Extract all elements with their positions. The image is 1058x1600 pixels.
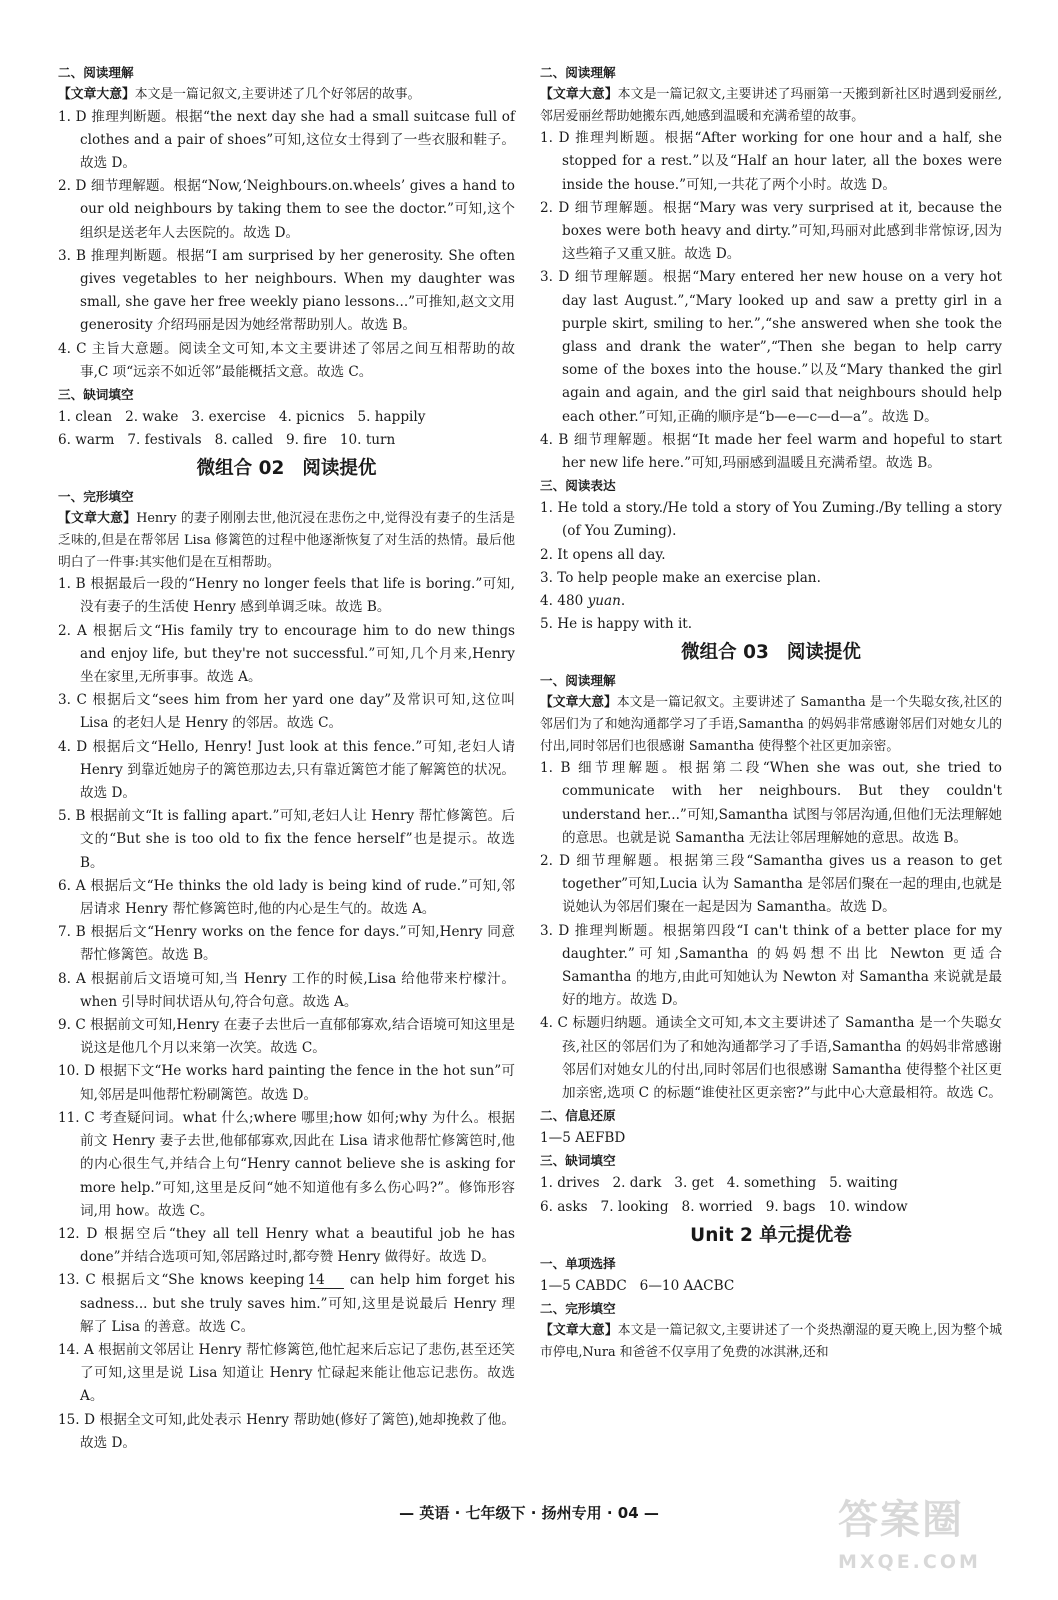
answer-item: 2. D 细节理解题。根据第三段“Samantha gives us a reason to get together”可知,Lucia 认为 Samantha 是邻居们聚在一起的理由,也就是说她认为邻居们聚在一起是因为 Samantha。故选 D。 bbox=[540, 853, 1002, 916]
article-summary: 【文章大意】本文是一篇记叙文,主要讲述了玛丽第一天搬到新社区时遇到爱丽丝,邻居爱丽丝帮助她搬东西,她感到温暖和充满希望的故事。 bbox=[540, 87, 1003, 124]
answer-item: 10. D 根据下文“He works hard painting the fence in the hot sun”可知,邻居是叫他帮忙粉刷篱笆。故选 D。 bbox=[58, 1063, 515, 1103]
right-column bbox=[540, 62, 1002, 1363]
article-summary: 【文章大意】本文是一篇记叙文,主要讲述了一个炎热潮湿的夏天晚上,因为整个城市停电,Nura 和爸爸不仅享用了免费的冰淇淋,还和 bbox=[540, 1323, 1003, 1360]
answer-item: 1. B 根据最后一段的“Henry no longer feels that life is boring.”可知,没有妻子的生活使 Henry 感到单调乏味。故选 B。 bbox=[58, 576, 515, 616]
section-heading: 二、完形填空 bbox=[540, 1301, 616, 1317]
word-answers: 1. drives 2. dark 3. get 4. something 5. waiting bbox=[540, 1175, 898, 1192]
answer-item: 15. D 根据全文可知,此处表示 Henry 帮助她(修好了篱笆),她却挽救了他。故选 D。 bbox=[58, 1411, 515, 1451]
answer-item: 14. A 根据前文邻居让 Henry 帮忙修篱笆,他忙起来后忘记了悲伤,甚至还笑了可知,这里是说 Lisa 知道让 Henry 忙碌起来能让他忘记悲伤。故选 A。 bbox=[58, 1341, 515, 1405]
article-summary: 【文章大意】本文是一篇记叙文,主要讲述了几个好邻居的故事。 bbox=[58, 87, 421, 102]
page-footer: — 英语 · 七年级下 · 扬州专用 · 04 — bbox=[399, 1504, 659, 1522]
answer-item: 2. D 细节理解题。根据“Now,‘Neighbours.on.wheels’ gives a hand to our old neighbours by taking them to see the doctor.”可知,这个组织是送老年人去医院的。故选 D。 bbox=[58, 178, 515, 241]
section-heading: 二、信息还原 bbox=[540, 1108, 616, 1124]
answer-item: 4. B 细节理解题。根据“It made her feel warm and hopeful to start her new life here.”可知,玛丽感到温暖且充满希望。故选 B。 bbox=[540, 431, 1002, 472]
section-heading: 一、阅读理解 bbox=[540, 673, 616, 689]
section-heading: 三、阅读表达 bbox=[540, 478, 616, 494]
word-answers: 6. warm 7. festivals 8. called 9. fire 10. turn bbox=[58, 432, 396, 449]
word-answers: 6. asks 7. looking 8. worried 9. bags 10. window bbox=[540, 1198, 908, 1215]
answer-item: 1. He told a story./He told a story of You Zuming./By telling a story (of You Zuming). bbox=[540, 500, 1002, 540]
blank-number: 14 bbox=[310, 1272, 344, 1289]
answer-item: 1. B 细节理解题。根据第二段“When she was out, she tried to communicate with her neighbours. But they couldn't understand her...”可知,Samantha 试图与邻居沟通,但他们无法理解她的意思。也就是说 Samantha 无法让邻居理解她的意思。故选 B。 bbox=[540, 760, 1002, 846]
answer-item: 3. D 推理判断题。根据第四段“I can't think of a better place for my daughter.”可知,Samantha 的妈妈想不出比 Newton 更适合 Samantha 的地方,由此可知她认为 Newton 对 Samantha 来说就是最好的地方。故选 D。 bbox=[540, 922, 1002, 1009]
answer-item: 6. A 根据后文“He thinks the old lady is being kind of rude.”可知,邻居请求 Henry 帮忙修篱笆时,他的内心是生气的。故选 A。 bbox=[58, 877, 515, 918]
section-title: 微组合 02 阅读提优 bbox=[196, 458, 377, 480]
answer-item: 13. C 根据后文“She knows keeping 14 can help him forget his sadness... but she truly saves him.”可知,这里是说最后 Henry 理解了 Lisa 的善意。故选 C。 bbox=[58, 1272, 516, 1335]
answer-item: 2. D 细节理解题。根据“Mary was very surprised at it, because the boxes were both heavy and dirty.”可知,玛丽对此感到非常惊讶,因为这些箱子又重又脏。故选 D。 bbox=[540, 199, 1002, 263]
answer-item: 8. A 根据前后文语境可知,当 Henry 工作的时候,Lisa 给他带来柠檬汁。when 引导时间状语从句,符合句意。故选 A。 bbox=[58, 970, 515, 1010]
answer-item: 2. A 根据后文“His family try to encourage him to do new things and enjoy life, but they're not successful.”可知,几个月来,Henry 坐在家里,无所事事。故选 A。 bbox=[58, 622, 515, 686]
section-heading: 二、阅读理解 bbox=[58, 65, 134, 80]
answer-item: 11. C 考查疑问词。what 什么;where 哪里;how 如何;why 为什么。根据前文 Henry 妻子去世,他郁郁寡欢,因此在 Lisa 请求他帮忙修篱笆时,他的内心很生气,并结合上句“Henry cannot believe she is asking for more help.”可知,这里是反问“她不知道他有多么伤心吗?”。修饰形容词,用 how。故选 C。 bbox=[58, 1109, 515, 1219]
word-answers: 1. clean 2. wake 3. exercise 4. picnics 5. happily bbox=[58, 409, 426, 426]
choice-answers: 1—5 AEFBD bbox=[540, 1130, 626, 1147]
answer-item: 2. It opens all day. bbox=[540, 546, 666, 563]
answer-item: 4. D 根据后文“Hello, Henry! Just look at this fence.”可知,老妇人请 Henry 到靠近她房子的篱笆那边去,只有靠近篱笆才能了解篱笆的状况。故选 D。 bbox=[58, 738, 515, 802]
answer-item: 3. D 细节理解题。根据“Mary entered her new house on a very hot day last August.”,“Mary looked up and saw a pretty girl in a purple skirt, smiling to her.”,“she answered when she took the glass and drank the water”,“Then she began to help carry some of the boxes into the house.”以及“Mary thanked the girl again and again, and the girl said that neighbours should help each other.”可知,正确的顺序是“b—e—c—d—a”。故选 D。 bbox=[540, 269, 1002, 425]
answer-item: 3. B 推理判断题。根据“I am surprised by her generosity. She often gives vegetables to her neighbours. When my daughter was small, she gave her free weekly piano lessons...”可推知,赵文文用 generosity 介绍玛丽是因为她经常帮助别人。故选 B。 bbox=[58, 247, 515, 334]
answer-item: 4. C 主旨大意题。阅读全文可知,本文主要讲述了邻居之间互相帮助的故事,C 项“远亲不如近邻”最能概括文意。故选 C。 bbox=[58, 340, 515, 380]
left-column bbox=[58, 62, 515, 1455]
answer-item: 12. D 根据空后“they all tell Henry what a beautiful job he has done”并结合选项可知,邻居路过时,都夸赞 Henry 做得好。故选 D。 bbox=[58, 1225, 515, 1266]
answer-item: 5. B 根据前文“It is falling apart.”可知,老妇人让 Henry 帮忙修篱笆。后文的“But she is too old to fix the fence herself”也是提示。故选 B。 bbox=[58, 808, 515, 871]
section-title: 微组合 03 阅读提优 bbox=[681, 642, 861, 664]
answer-item: 3. C 根据后文“sees him from her yard one day”及常识可知,这位叫 Lisa 的老妇人是 Henry 的邻居。故选 C。 bbox=[58, 692, 515, 732]
choice-answers: 1—5 CABDC 6—10 AACBC bbox=[540, 1277, 735, 1294]
article-summary: 【文章大意】Henry 的妻子刚刚去世,他沉浸在悲伤之中,觉得没有妻子的生活是乏味的,但是在帮邻居 Lisa 修篱笆的过程中他逐渐恢复了对生活的热情。最后他明白了一件事:其实他们是在互相帮助。 bbox=[58, 511, 516, 570]
answer-item: 1. D 推理判断题。根据“the next day she had a small suitcase full of clothes and a pair of shoes”可知,这位女士得到了一些衣服和鞋子。故选 D。 bbox=[58, 108, 515, 171]
answer-item: 5. He is happy with it. bbox=[540, 616, 693, 633]
answer-item: 7. B 根据后文“Henry works on the fence for days.”可知,Henry 同意帮忙修篱笆。故选 B。 bbox=[58, 924, 515, 964]
section-heading: 三、缺词填空 bbox=[58, 387, 134, 403]
answer-item: 9. C 根据前文可知,Henry 在妻子去世后一直郁郁寡欢,结合语境可知这里是说这是他几个月以来第一次笑。故选 C。 bbox=[58, 1017, 515, 1057]
article-summary: 【文章大意】本文是一篇记叙文。主要讲述了 Samantha 是一个失聪女孩,社区的邻居们为了和她沟通都学习了手语,Samantha 的妈妈非常感谢邻居们对她女儿的付出,同时邻居们也很感谢 Samantha 使得整个社区更加亲密。 bbox=[540, 695, 1002, 754]
section-title: Unit 2 单元提优卷 bbox=[690, 1224, 852, 1246]
answer-item: 3. To help people make an exercise plan. bbox=[540, 569, 821, 586]
section-heading: 一、完形填空 bbox=[58, 489, 134, 505]
section-heading: 二、阅读理解 bbox=[540, 65, 616, 80]
answer-item: 4. 480 yuan. bbox=[540, 593, 626, 610]
watermark-logo: 答案圈 MXQE.COM bbox=[838, 1497, 981, 1573]
answer-item: 4. C 标题归纳题。通读全文可知,本文主要讲述了 Samantha 是一个失聪女孩,社区的邻居们为了和她沟通都学习了手语,Samantha 的妈妈非常感谢邻居们对她女儿的付出,同时邻居们也很感谢 Samantha 使得整个社区更加亲密,选项 C 的标题“谁使社区更亲密?”与此中心大意最相符。故选 C。 bbox=[540, 1015, 1002, 1102]
section-heading: 一、单项选择 bbox=[540, 1255, 616, 1271]
answer-item: 1. D 推理判断题。根据“After working for one hour and a half, she stopped for a rest.”以及“Half an hour later, all the boxes were inside the house.”可知,一共花了两个小时。故选 D。 bbox=[540, 130, 1002, 193]
section-heading: 三、缺词填空 bbox=[540, 1153, 616, 1169]
